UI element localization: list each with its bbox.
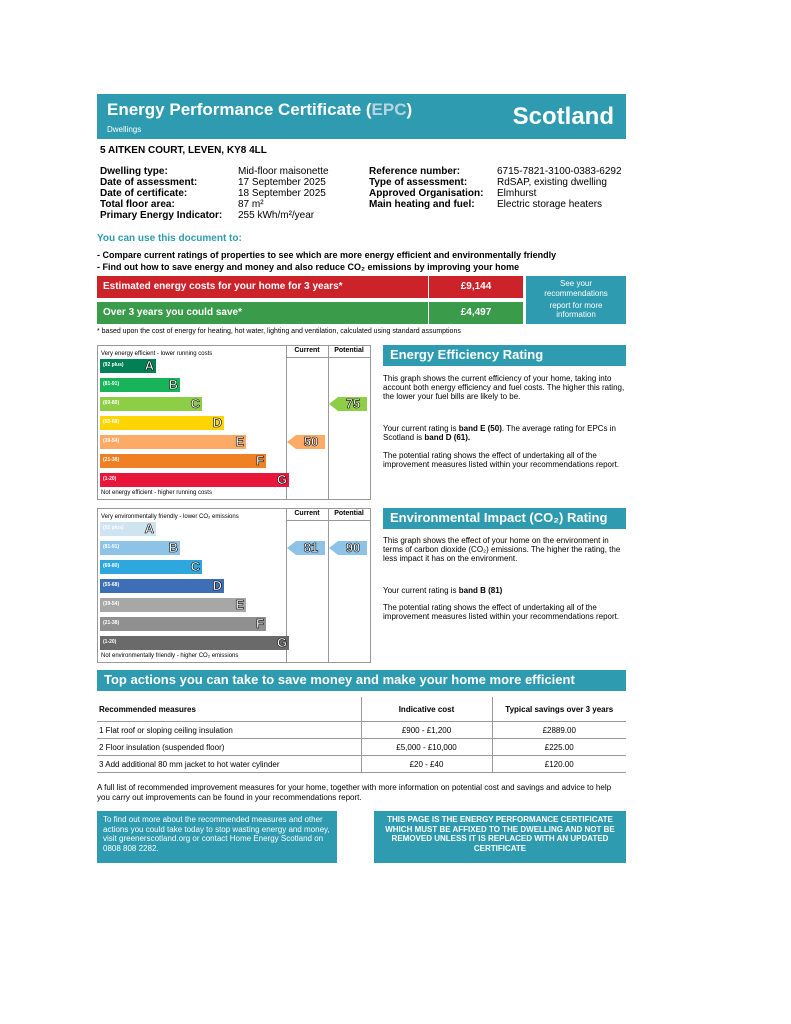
info-label: Main heating and fuel:: [369, 199, 475, 210]
info-label: Date of certificate:: [100, 188, 188, 199]
band-a: [100, 359, 156, 373]
info-label: Dwelling type:: [100, 166, 168, 177]
chart-top-note: Very environmentally friendly - lower CO₂ emissions: [101, 514, 239, 520]
band-letter: B: [168, 540, 178, 555]
certificate-notice-text: THIS PAGE IS THE ENERGY PERFORMANCE CERTIFICATE WHICH MUST BE AFFIXED TO THE DWELLING AND NOT BE REMOVED UNLESS IT IS REPLACED WITH AN UPDATED CERTIFICATE: [385, 815, 615, 853]
current-column-header: Current: [294, 510, 320, 517]
estimated-costs-label: Estimated energy costs for your home for 3 years*: [103, 281, 343, 292]
chart-divider: [328, 509, 329, 662]
band-b: [100, 378, 180, 392]
band-c: [100, 397, 202, 411]
chart-divider: [328, 346, 329, 499]
info-value: Electric storage heaters: [497, 199, 603, 210]
band-letter: F: [256, 616, 264, 631]
measure-cell: 2 Floor insulation (suspended floor): [97, 739, 361, 756]
band-f: [100, 454, 266, 468]
band-range-label: (1-20): [103, 639, 117, 645]
recommended-measures-table: [97, 697, 626, 773]
certificate-notice-box: [374, 811, 626, 863]
band-d: [100, 416, 224, 430]
band-d: [100, 579, 224, 593]
band-range-label: (21-38): [103, 457, 120, 463]
current-rating-arrow: [287, 435, 327, 449]
band-letter: D: [212, 578, 222, 593]
chart-bottom-note: Not environmentally friendly - higher CO₂ emissions: [101, 653, 239, 659]
current-rating-value: 50: [303, 434, 319, 449]
certificate-subtitle: Dwellings: [107, 125, 142, 134]
info-label: Primary Energy Indicator:: [100, 210, 223, 221]
use-bullet: - Compare current ratings of properties to see which are more energy efficient and environmentally friendly: [97, 250, 557, 260]
info-value: 17 September 2025: [238, 177, 326, 188]
measure-cell: 1 Flat roof or sloping ceiling insulation: [97, 722, 361, 739]
info-label: Type of assessment:: [369, 177, 468, 188]
property-address: 5 AITKEN COURT, LEVEN, KY8 4LL: [100, 145, 267, 156]
info-label: Total floor area:: [100, 199, 175, 210]
band-range-label: (69-80): [103, 400, 120, 406]
band-range-label: (92 plus): [103, 362, 124, 368]
ee-paragraph-3: The potential rating shows the effect of undertaking all of the improvement measures listed within your recommendations report.: [383, 451, 620, 469]
info-values-left: [238, 166, 329, 221]
band-letter: G: [276, 472, 287, 487]
find-out-more-text: To find out more about the recommended measures and other actions you could take today to stop wasting energy and money, visit greenerscotland.org or contact Home Energy Scotland on 0808 808 2282.: [103, 815, 330, 853]
band-letter: B: [168, 377, 178, 392]
potential-rating-arrow: [329, 541, 369, 555]
potential-column-header: Potential: [334, 347, 364, 354]
info-value: Mid-floor maisonette: [238, 166, 329, 177]
see-line: report for more: [549, 301, 603, 310]
cost-footnote: * based upon the cost of energy for heating, hot water, lighting and ventilation, calculated using standard assumptions: [97, 328, 461, 335]
table-row: [97, 739, 626, 756]
environmental-impact-heading: Environmental Impact (CO₂) Rating: [383, 508, 626, 529]
band-f: [100, 617, 266, 631]
estimated-costs-value: £9,144: [429, 276, 523, 298]
see-recommendations-box: [526, 276, 626, 324]
chart-bottom-note: Not energy efficient - higher running costs: [101, 490, 212, 496]
use-bullet: - Find out how to save energy and money and also reduce CO₂ emissions by improving your home: [97, 262, 520, 272]
info-value: 18 September 2025: [238, 188, 326, 199]
info-value: 255 kWh/m²/year: [238, 210, 315, 221]
table-header: Indicative cost: [361, 697, 492, 722]
top-actions-heading: Top actions you can take to save money and make your home more efficient: [97, 670, 626, 691]
epc-banner: [97, 94, 626, 139]
savings-cell: £120.00: [492, 756, 626, 773]
band-letter: G: [276, 635, 287, 650]
potential-rating-arrow: [329, 397, 369, 411]
environmental-impact-chart: [97, 508, 371, 663]
chart-divider: [286, 357, 370, 358]
chart-top-note: Very energy efficient - lower running costs: [101, 351, 213, 357]
table-row: [97, 756, 626, 773]
band-range-label: (55-68): [103, 582, 120, 588]
chart-divider: [286, 520, 370, 521]
band-letter: C: [190, 396, 200, 411]
current-column-header: Current: [294, 347, 320, 354]
band-letter: E: [235, 597, 244, 612]
savings-cell: £225.00: [492, 739, 626, 756]
see-line: recommendations: [544, 289, 608, 298]
band-e: [100, 435, 246, 449]
band-e: [100, 598, 246, 612]
band-letter: A: [144, 358, 154, 373]
table-header-row: [97, 697, 626, 722]
band-c: [100, 560, 202, 574]
band-range-label: (81-91): [103, 381, 120, 387]
ei-paragraph-1: This graph shows the effect of your home on the environment in terms of carbon dioxide (CO₂) emissions. The higher the rating, the less impact it has on the environment.: [383, 536, 621, 563]
band-range-label: (1-20): [103, 476, 117, 482]
band-letter: C: [190, 559, 200, 574]
band-range-label: (39-54): [103, 601, 120, 607]
use-document-heading: You can use this document to:: [97, 233, 242, 244]
measure-cell: 3 Add additional 80 mm jacket to hot water cylinder: [97, 756, 361, 773]
savings-value: £4,497: [429, 302, 523, 324]
band-letter: A: [144, 521, 154, 536]
potential-rating-value: 75: [345, 396, 361, 411]
current-rating-value: 81: [303, 540, 319, 555]
band-letter: E: [235, 434, 244, 449]
info-label: Date of assessment:: [100, 177, 198, 188]
band-g: [100, 636, 289, 650]
band-letter: F: [256, 453, 264, 468]
info-labels-left: [100, 166, 222, 221]
potential-rating-value: 90: [345, 540, 361, 555]
info-value: 87 m²: [238, 199, 264, 210]
band-range-label: (21-38): [103, 620, 120, 626]
info-label: Approved Organisation:: [369, 188, 484, 199]
ee-paragraph-1: This graph shows the current efficiency of your home, taking into account both energy efficiency and fuel costs. The higher this rating, the lower your fuel bills are likely to be.: [383, 374, 625, 401]
band-a: [100, 522, 156, 536]
energy-efficiency-chart: [97, 345, 371, 500]
info-value: 6715-7821-3100-0383-6292: [497, 166, 622, 177]
table-header: Typical savings over 3 years: [492, 697, 626, 722]
savings-cell: £2889.00: [492, 722, 626, 739]
certificate-title: Energy Performance Certificate (EPC): [107, 100, 413, 119]
band-b: [100, 541, 180, 555]
find-out-more-box: [97, 811, 337, 863]
info-value: Elmhurst: [497, 188, 537, 199]
info-value: RdSAP, existing dwelling: [497, 177, 607, 188]
cost-cell: £900 - £1,200: [361, 722, 492, 739]
ee-paragraph-2: Your current rating is band E (50). The average rating for EPCs in Scotland is band D (61).: [383, 424, 617, 442]
band-range-label: (92 plus): [103, 525, 124, 531]
savings-label: Over 3 years you could save*: [103, 307, 242, 318]
ei-paragraph-3: The potential rating shows the effect of undertaking all of the improvement measures listed within your recommendations report.: [383, 603, 620, 621]
info-values-right: [497, 166, 622, 210]
band-range-label: (81-91): [103, 544, 120, 550]
table-header: Recommended measures: [97, 697, 361, 722]
cost-cell: £20 - £40: [361, 756, 492, 773]
table-row: [97, 722, 626, 739]
see-line: information: [556, 310, 596, 319]
info-label: Reference number:: [369, 166, 461, 177]
band-range-label: (55-68): [103, 419, 120, 425]
savings-row: [97, 302, 428, 324]
ei-paragraph-2: Your current rating is band B (81): [383, 586, 503, 595]
band-g: [100, 473, 289, 487]
potential-column-header: Potential: [334, 510, 364, 517]
full-list-note: A full list of recommended improvement measures for your home, together with more information on potential cost and savings and advice to help you carry out improvements can be found in your recommendations report.: [97, 783, 612, 802]
band-letter: D: [212, 415, 222, 430]
see-line: See your: [559, 279, 593, 288]
band-range-label: (69-80): [103, 563, 120, 569]
estimated-costs-row: [97, 276, 428, 298]
cost-cell: £5,000 - £10,000: [361, 739, 492, 756]
band-range-label: (39-54): [103, 438, 120, 444]
country-label: Scotland: [512, 103, 614, 130]
current-rating-arrow: [287, 541, 327, 555]
info-labels-right: [369, 166, 483, 210]
energy-efficiency-heading: Energy Efficiency Rating: [383, 345, 626, 366]
